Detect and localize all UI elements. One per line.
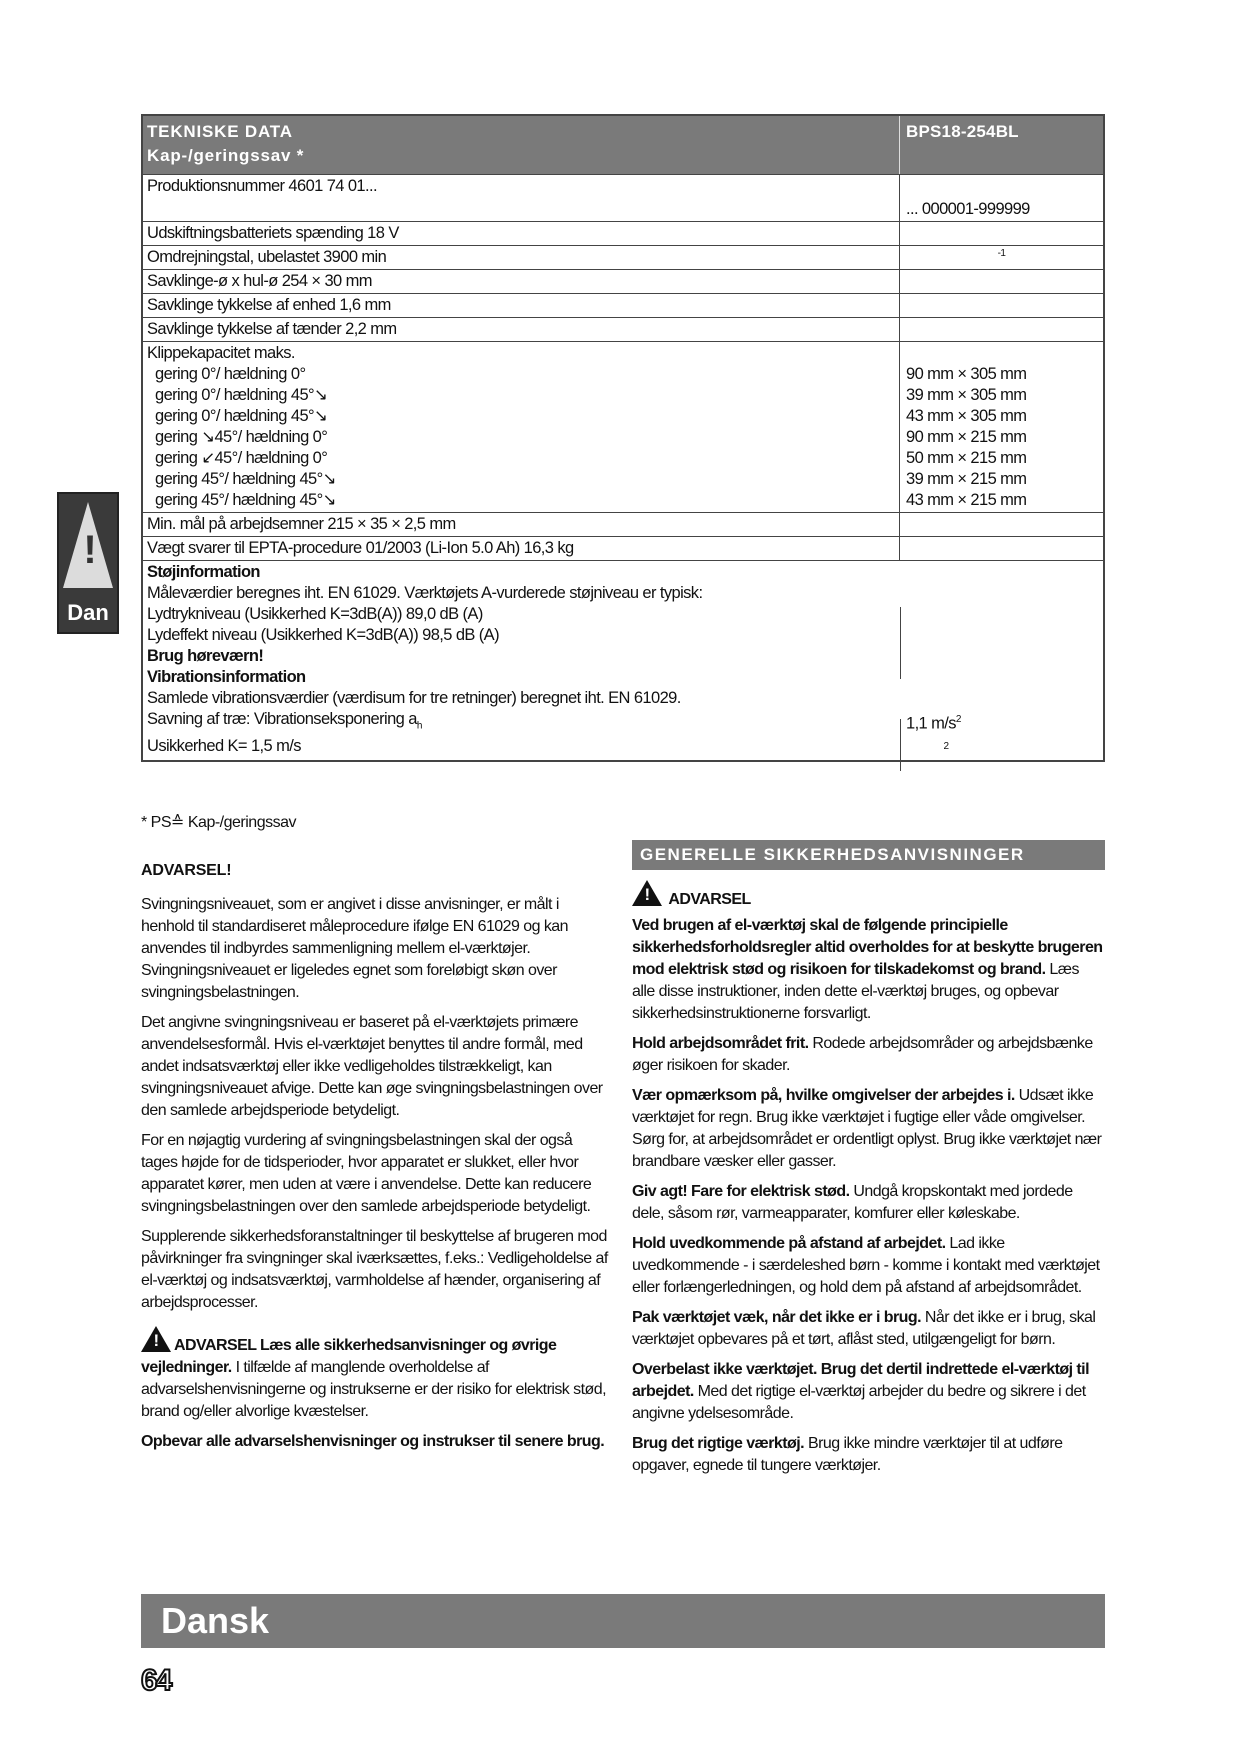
capacity-value: 43 mm × 215 mm — [906, 491, 1027, 509]
rpm-unit-sup: -1 — [997, 248, 1006, 259]
table-row — [143, 536, 1103, 560]
hearing-protection: Brug høreværn! — [147, 647, 264, 665]
rpm-label: Omdrejningstal, ubelastet 3900 min — [143, 246, 900, 269]
blade-diameter-label: Savklinge-ø x hul-ø 254 × 30 mm — [143, 270, 900, 293]
noise-pressure: Lydtrykniveau (Usikkerhed K=3dB(A)) 89,0 dB (A) — [147, 605, 483, 623]
paragraph: Overbelast ikke værktøjet. Brug det dertil indrettede el-værktøj til arbejdet. Med det rigtige el-værktøj arbejder du bedre og sikrere i det angivne ydelsesområde. — [632, 1361, 1089, 1422]
table-header — [143, 116, 1103, 174]
paragraph: For en nøjagtig vurdering af svingningsbelastningen skal der også tages højde for de tidsperioder, hvor apparatet er slukket, eller hvor apparatet kører, men uden at være i anvendelse. Dette kan reducere svingningsbelastningen over den samlede arbejdsperiode betydeligt. — [141, 1132, 592, 1215]
section-title: GENERELLE SIKKERHEDSANVISNINGER — [632, 840, 1105, 870]
paragraph: ! ADVARSEL Læs alle sikkerhedsanvisninger og øvrige vejledninger. I tilfælde af manglende overholdelse af advarselshenvisningerne og instrukserne er der risiko for elektrisk stød, brand og/eller alvorlige kvæstelser. — [141, 1326, 611, 1423]
vibration-wood-label: Savning af træ: Vibrationseksponering $a_h$ — [147, 710, 422, 732]
capacity-value: 90 mm × 305 mm — [906, 365, 1027, 383]
warning-icon: ! — [141, 1326, 171, 1352]
table-row — [143, 174, 1103, 221]
noise-power: Lydeffekt niveau (Usikkerhed K=3dB(A)) 98,5 dB (A) — [147, 626, 499, 644]
paragraph: Giv agt! Fare for elektrisk stød. Undgå kropskontakt med jordede dele, såsom rør, varmeapparater, komfurer eller køleskabe. — [632, 1183, 1073, 1222]
capacity-value: 39 mm × 305 mm — [906, 386, 1027, 404]
table-title: TEKNISKE DATA — [147, 122, 293, 141]
vibration-title: Vibrationsinformation — [147, 668, 306, 686]
exclamation-icon: ! — [83, 528, 97, 572]
warning-heading: ADVARSEL! — [141, 862, 232, 879]
capacity-item: gering 0°/ hældning 45°↘ — [155, 386, 328, 404]
footnote: * PS≙ Kap-/geringssav — [141, 814, 296, 831]
paragraph: Brug det rigtige værktøj. Brug ikke mindre værktøjer til at udføre opgaver, egnede til tungere værktøjer. — [632, 1435, 1063, 1474]
noise-description: Måleværdier beregnes iht. EN 61029. Værktøjets A-vurderede støjniveau er typisk: — [147, 584, 703, 602]
table-row — [143, 317, 1103, 341]
tech-data-table — [141, 114, 1105, 762]
paragraph: Vær opmærksom på, hvilke omgivelser der arbejdes i. Udsæt ikke værktøjet for regn. Brug ikke værktøjet i fugtige eller våde omgivelser. Sørg for, at arbejdsområdet er ordentligt oplyst. Brug ikke værktøjet nær brandbare væsker eller gasser. — [632, 1087, 1102, 1170]
paragraph: Opbevar alle advarselshenvisninger og instrukser til senere brug. — [141, 1433, 605, 1450]
paragraph: Hold arbejdsområdet frit. Rodede arbejdsområder og arbejdsbænke øger risikoen for skader. — [632, 1035, 1093, 1074]
production-label: Produktionsnummer 4601 74 01... — [143, 175, 900, 221]
min-size-label: Min. mål på arbejdsemner 215 × 35 × 2,5 mm — [143, 513, 900, 536]
capacity-value: 39 mm × 215 mm — [906, 470, 1027, 488]
page-number: 64 — [141, 1664, 171, 1697]
divider — [900, 719, 901, 771]
paragraph: Svingningsniveauet, som er angivet i disse anvisninger, er målt i henhold til standardiseret måleprocedure ifølge EN 61029 og kan anvendes til indbyrdes sammenligning mellem el-værktøjer. Svingningsniveauet er ligeledes egnet som foreløbigt skøn over svingningsbelastningen. — [141, 896, 568, 1001]
capacity-value: 50 mm × 215 mm — [906, 449, 1027, 467]
table-row — [143, 293, 1103, 317]
language-tab — [57, 492, 119, 634]
paragraph: Hold uvedkommende på afstand af arbejdet. Lad ikke uvedkommende - i særdeleshed børn - komme i kontakt med værktøjet eller forlængerledningen, og hold dem på afstand af arbejdsområdet. — [632, 1235, 1100, 1296]
capacity-item: gering 0°/ hældning 45°↘ — [155, 407, 328, 425]
divider — [900, 607, 901, 679]
paragraph: Det angivne svingningsniveau er baseret på el-værktøjets primære anvendelsesformål. Hvis el-værktøjet benyttes til andre formål, med andet indsatsværktøj eller ikke vedligeholdes tilstrækkeligt, kan svingningsniveauet afvige. Dette kan øge svingningsbelastningen over den samlede arbejdsperiode betydeligt. — [141, 1014, 603, 1119]
paragraph: Pak værktøjet væk, når det ikke er i brug. Når det ikke er i brug, skal værktøjet opbevares på et tørt, aflåst sted, utilgængeligt for børn. — [632, 1309, 1096, 1348]
capacity-value: 43 mm × 305 mm — [906, 407, 1027, 425]
capacity-item: gering ↙45°/ hældning 0° — [155, 449, 328, 467]
table-row — [143, 512, 1103, 536]
table-row — [143, 245, 1103, 269]
model-name: BPS18-254BL — [906, 122, 1019, 141]
capacity-item: gering 0°/ hældning 0° — [155, 365, 306, 383]
capacity-item: gering 45°/ hældning 45°↘ — [155, 470, 336, 488]
production-value: ... 000001-999999 — [906, 200, 1030, 218]
paragraph: Supplerende sikkerhedsforanstaltninger til beskyttelse af brugeren mod påvirkninger fra svingninger skal iværksættes, f.eks.: Vedligeholdelse af el-værktøj og indsatsværktøj, varmholdelse af hænder, organisering af arbejdsprocesser. — [141, 1228, 608, 1311]
warning-icon: ! — [632, 880, 662, 906]
weight-label: Vægt svarer til EPTA-procedure 01/2003 (Li-Ion 5.0 Ah) 16,3 kg — [143, 537, 900, 560]
paragraph: Ved brugen af el-værktøj skal de følgende principielle sikkerhedsforholdsregler altid overholdes for at beskytte brugeren mod elektrisk stød og risikoen for tilskadekomst og brand. Læs alle disse instruktioner, inden dette el-værktøj bruges, og opbevar sikkerhedsinstruktionerne forsvarligt. — [632, 917, 1103, 1022]
vibration-uncertainty-sup: 2 — [943, 741, 949, 753]
warning-heading: ! ADVARSEL — [632, 880, 1105, 911]
capacity-item: gering 45°/ hældning 45°↘ — [155, 491, 336, 509]
vibration-description: Samlede vibrationsværdier (værdisum for tre retninger) beregnet iht. EN 61029. — [147, 689, 681, 707]
noise-title: Støjinformation — [147, 563, 260, 581]
capacity-value: 90 mm × 215 mm — [906, 428, 1027, 446]
vibration-wood-value: 1,1 $m/s^2$ — [906, 714, 961, 733]
table-subtitle: Kap-/geringssav * — [147, 146, 305, 165]
language-tab-label: Dan — [67, 600, 109, 625]
table-row — [143, 269, 1103, 293]
capacity-item: gering ↘45°/ hældning 0° — [155, 428, 328, 446]
left-column — [141, 818, 611, 1461]
capacity-row — [143, 341, 1103, 512]
teeth-thickness-label: Savklinge tykkelse af tænder 2,2 mm — [143, 318, 900, 341]
table-row — [143, 221, 1103, 245]
blade-thickness-label: Savklinge tykkelse af enhed 1,6 mm — [143, 294, 900, 317]
right-column — [632, 880, 1105, 1485]
noise-vibration-row — [143, 560, 1103, 760]
capacity-label: Klippekapacitet maks. — [147, 344, 295, 362]
voltage-label: Udskiftningsbatteriets spænding 18 V — [143, 222, 900, 245]
vibration-uncertainty: Usikkerhed K= 1,5 m/s — [147, 737, 301, 756]
footer-language-bar: Dansk — [141, 1594, 1105, 1648]
